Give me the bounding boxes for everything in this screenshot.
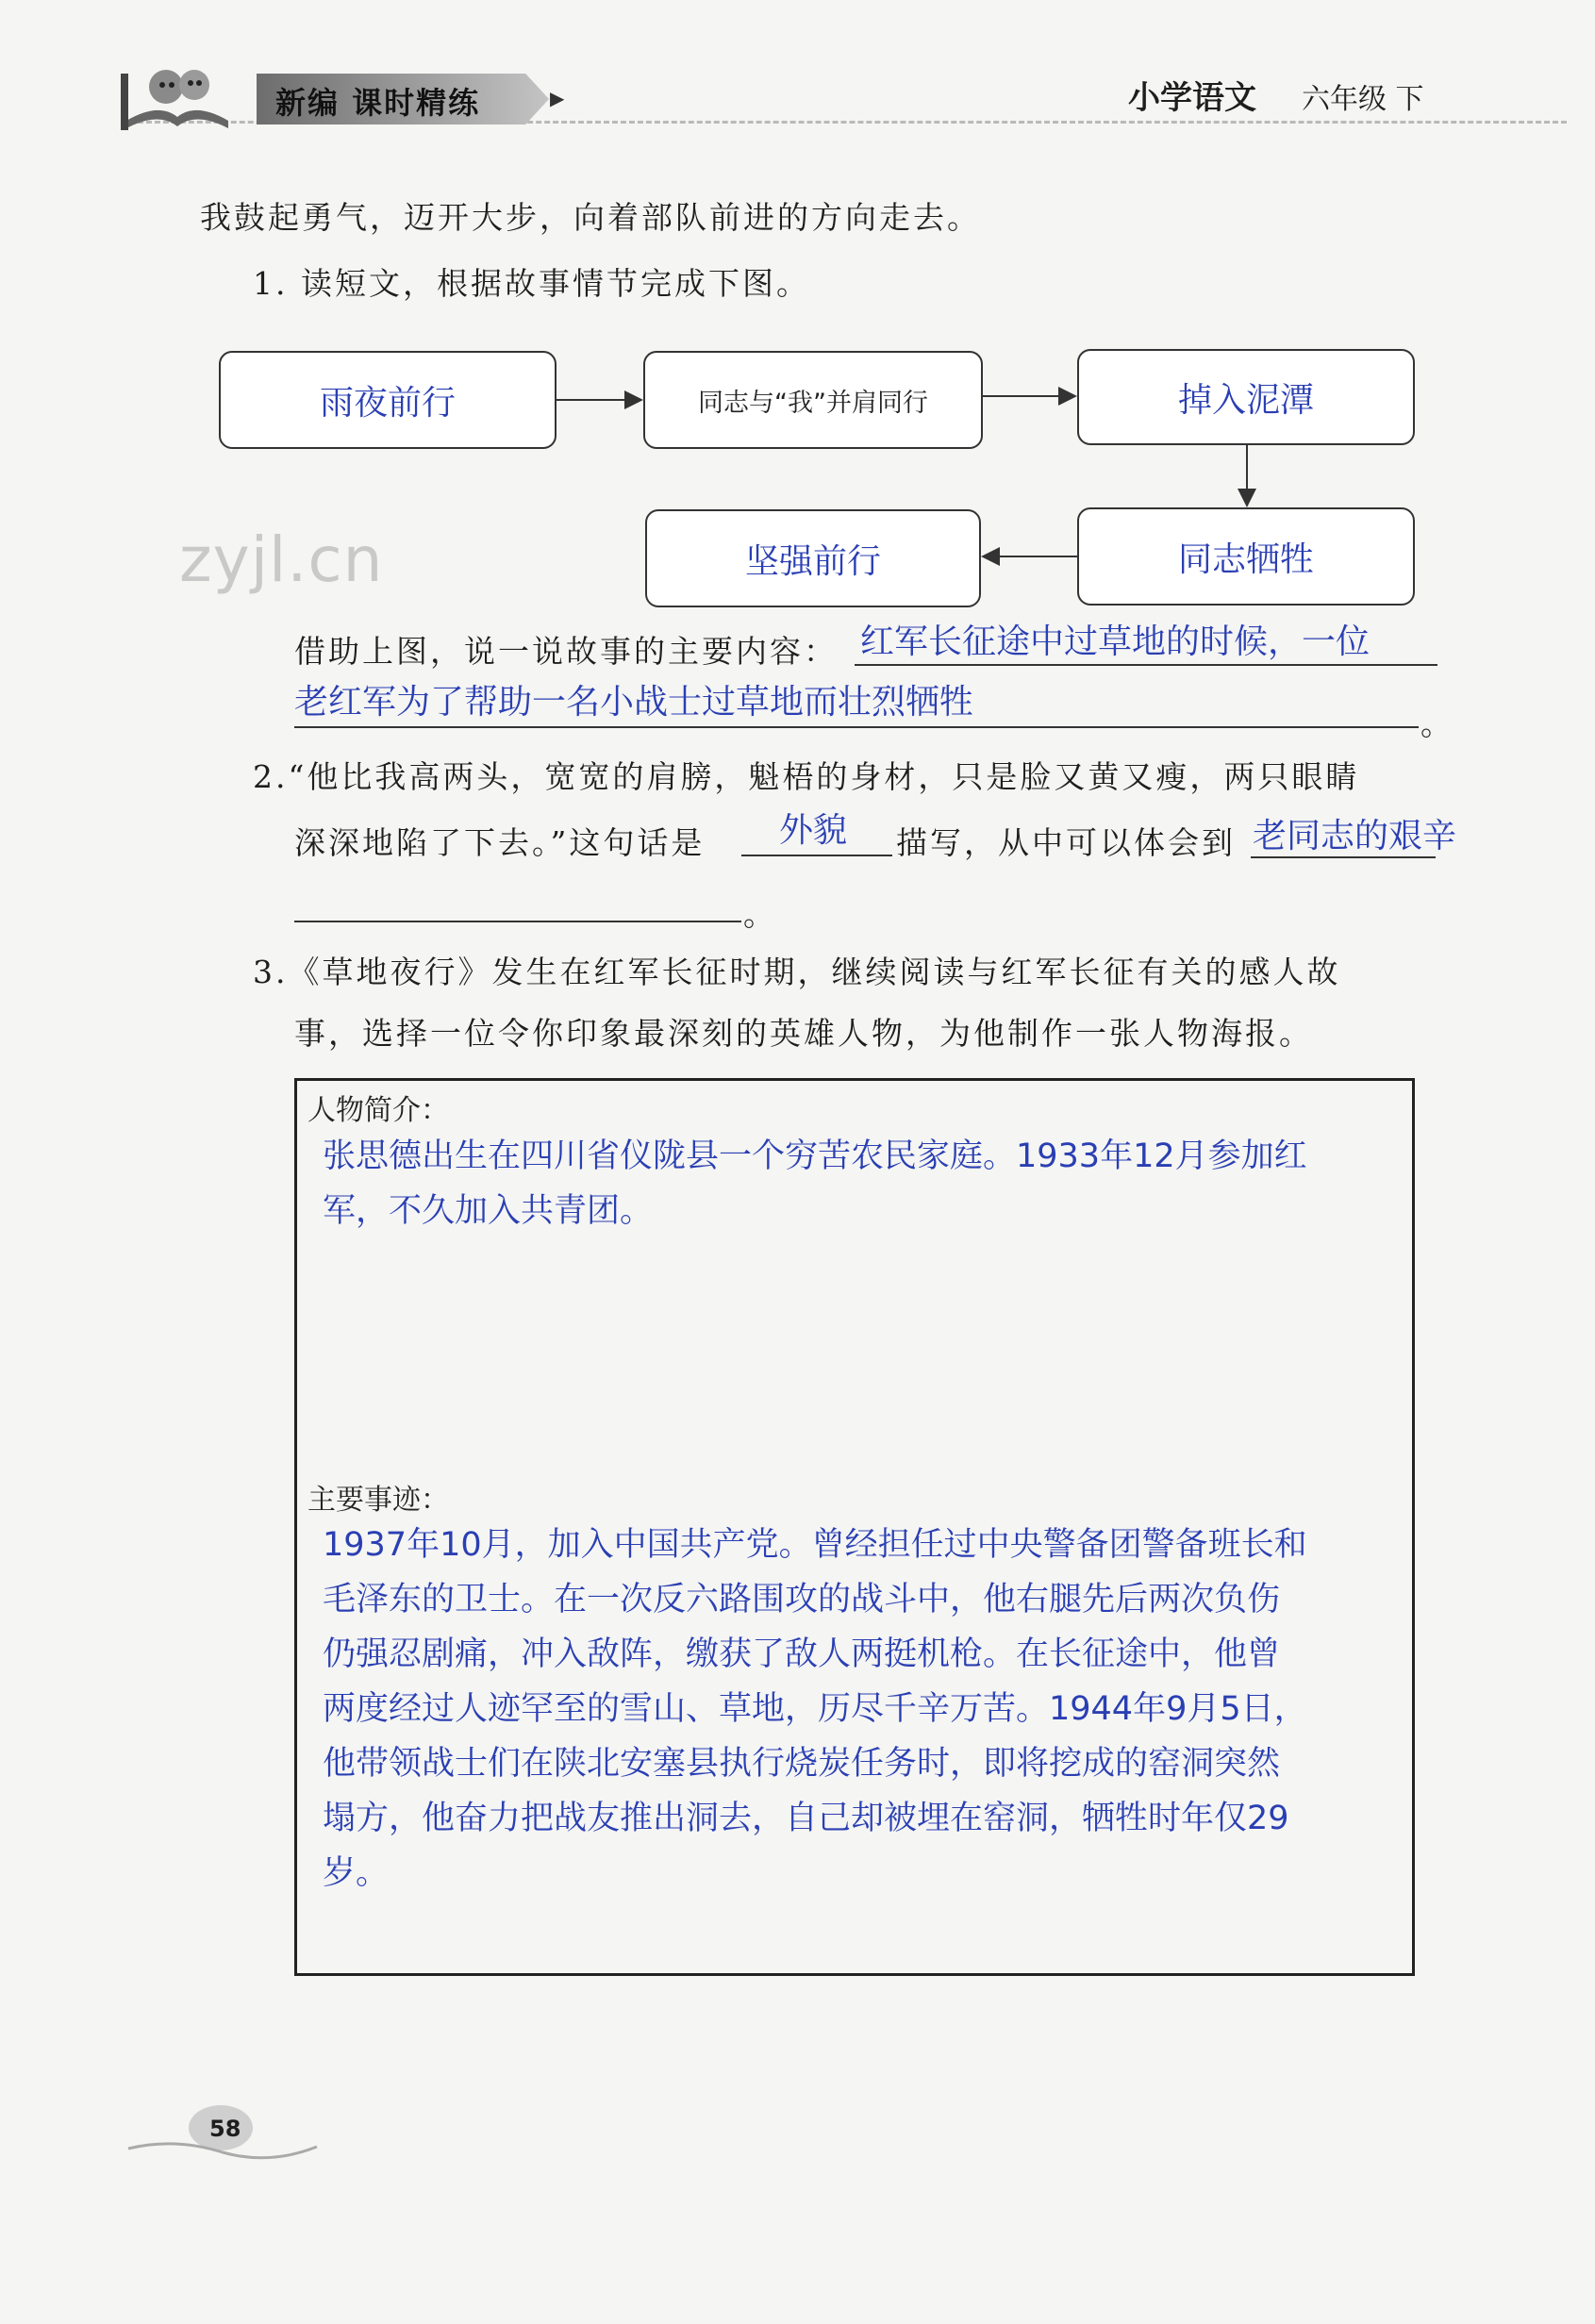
poster-deeds-line-7: 岁。	[323, 1854, 390, 1892]
q1-summary-answer-2: 老红军为了帮助一名小战士过草地而壮烈牺牲	[294, 683, 974, 722]
series-title: 新编 课时精练	[275, 85, 481, 121]
story-last-line: 我鼓起勇气，迈开大步，向着部队前进的方向走去。	[200, 199, 981, 236]
q3-line-1: 3.《草地夜行》发生在红军长征时期，继续阅读与红军长征有关的感人故	[253, 954, 1341, 990]
answer-underline	[855, 664, 1437, 666]
answer-underline	[294, 921, 741, 922]
q1-summary-label: 借助上图，说一说故事的主要内容：	[294, 633, 838, 670]
answer-underline	[1251, 856, 1436, 858]
q2-period: 。	[743, 896, 777, 933]
poster-deeds-line-6: 塌方，他奋力把战友推出洞去，自己却被埋在窑洞，牺牲时年仅29	[323, 1800, 1289, 1837]
q1-summary-answer-1: 红军长征途中过草地的时候，一位	[860, 622, 1371, 661]
q2-answer-b: 老同志的艰辛	[1253, 817, 1457, 855]
answer-underline	[741, 855, 892, 856]
flow-box-3-text: 掉入泥潭	[1177, 380, 1314, 420]
poster-intro-label: 人物简介：	[307, 1094, 449, 1127]
page-number: 58	[209, 2116, 241, 2142]
poster-intro-line-2: 军，不久加入共青团。	[323, 1192, 654, 1230]
poster-deeds-line-4: 两度经过人迹罕至的雪山、草地，历尽千辛万苦。1944年9月5日，	[323, 1690, 1307, 1728]
q3-line-2: 事，选择一位令你印象最深刻的英雄人物，为他制作一张人物海报。	[294, 1015, 1313, 1052]
flow-box-5-text: 坚强前行	[744, 541, 881, 581]
q2-line-2b: 描写，从中可以体会到	[896, 824, 1236, 861]
triangle-right-icon: ▶	[550, 87, 565, 109]
poster-deeds-line-3: 仍强忍剧痛，冲入敌阵，缴获了敌人两挺机枪。在长征途中，他曾	[323, 1635, 1281, 1673]
poster-deeds-line-2: 毛泽东的卫士。在一次反六路围攻的战斗中，他右腿先后两次负伤	[323, 1581, 1281, 1618]
subject-title: 小学语文	[1128, 79, 1256, 117]
answer-underline	[294, 726, 1419, 728]
q2-answer-a: 外貌	[779, 811, 848, 850]
flow-box-2-text: 同志与“我”并肩同行	[698, 388, 928, 418]
poster-deeds-line-1: 1937年10月，加入中国共产党。曾经担任过中央警备团警备班长和	[323, 1526, 1307, 1564]
flow-box-1-text: 雨夜前行	[319, 383, 456, 423]
watermark: zyjl.cn	[179, 523, 384, 596]
q1-period: 。	[1421, 706, 1454, 742]
poster-deeds-label: 主要事迹：	[307, 1484, 449, 1517]
poster-intro-line-1: 张思德出生在四川省仪陇县一个穷苦农民家庭。1933年12月参加红	[323, 1137, 1307, 1175]
q2-line-2a: 深深地陷了下去。”这句话是	[294, 824, 706, 861]
q2-line-1: 2.“他比我高两头，宽宽的肩膀，魁梧的身材，只是脸又黄又瘦，两只眼睛	[253, 758, 1360, 795]
grade-label: 六年级 下	[1302, 83, 1424, 116]
poster-deeds-line-5: 他带领战士们在陕北安塞县执行烧炭任务时，即将挖成的窑洞突然	[323, 1745, 1281, 1783]
q1-prompt: 1. 读短文，根据故事情节完成下图。	[253, 265, 810, 302]
flow-box-4-text: 同志牺牲	[1177, 540, 1314, 579]
